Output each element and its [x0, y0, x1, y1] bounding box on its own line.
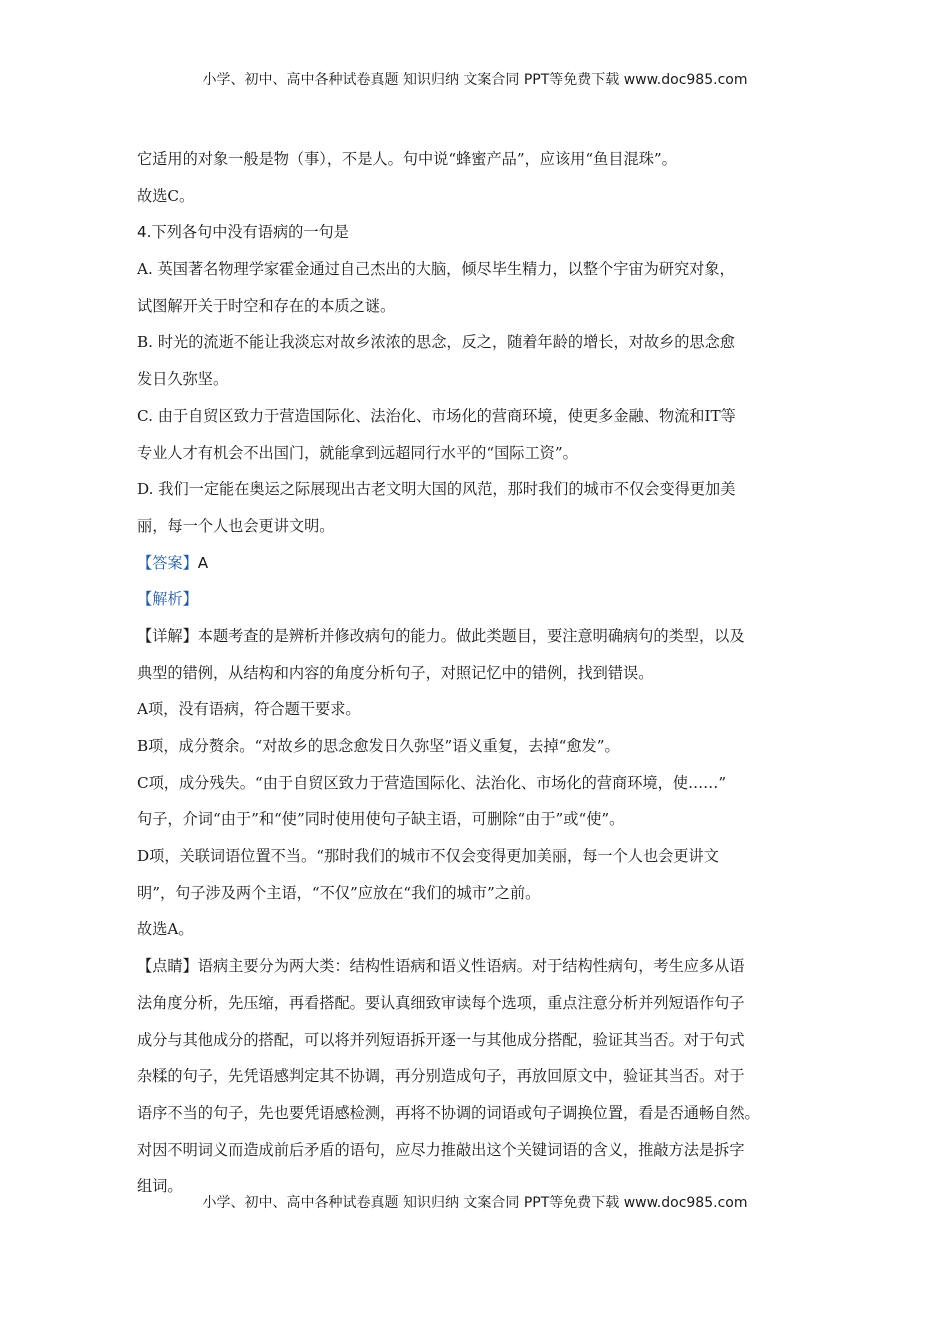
option-b-line-2: 发日久弥坚。 [137, 370, 229, 389]
detail-item-d-line-1: D项，关联词语位置不当。“那时我们的城市不仅会变得更加美丽，每一个人也会更讲文 [137, 847, 719, 866]
page-footer: 小学、初中、高中各种试卷真题 知识归纳 文案合同 PPT等免费下载 www.doc985.com [202, 1195, 748, 1211]
tip-line-6: 对因不明词义而造成前后矛盾的语句，应尽力推敲出这个关键词语的含义，推敲方法是拆字 [137, 1140, 745, 1159]
option-d-line-2: 丽，每一个人也会更讲文明。 [137, 516, 335, 535]
tip-line-1 [137, 948, 827, 985]
tip-line-4: 杂糅的句子，先凭语感判定其不协调，再分别造成句子，再放回原文中，验证其当否。对于 [137, 1067, 745, 1086]
tip-line-2: 法角度分析，先压缩，再看搭配。要认真细致审读每个选项，重点注意分析并列短语作句子 [137, 993, 745, 1012]
detail-line-1 [137, 618, 827, 655]
detail-text-1: 本题考查的是辨析并修改病句的能力。做此类题目，要注意明确病句的类型，以及 [197, 626, 745, 645]
option-a-line-1: A. 英国著名物理学家霍金通过自己杰出的大脑，倾尽毕生精力，以整个宇宙为研究对象， [137, 260, 735, 279]
option-b-line-1: B. 时光的流逝不能让我淡忘对故乡浓浓的思念，反之，随着年龄的增长，对故乡的思念愈 [137, 333, 735, 352]
detail-item-b: B项，成分赘余。“对故乡的思念愈发日久弥坚”语义重复，去掉“愈发”。 [137, 737, 620, 755]
detail-conclusion: 故选A。 [137, 920, 194, 939]
tip-label: 【点睛】 [137, 957, 198, 976]
tip-text-1: 语病主要分为两大类：结构性语病和语义性语病。对于结构性病句，考生应多从语 [197, 957, 745, 976]
tip-line-5: 语序不当的句子，先也要凭语感检测，再将不协调的词语或句子调换位置，看是否通畅自然。 [137, 1103, 760, 1122]
option-a-line-2: 试图解开关于时空和存在的本质之谜。 [137, 296, 396, 315]
option-d-line-1: D. 我们一定能在奥运之际展现出古老文明大国的风范，那时我们的城市不仅会变得更加美 [137, 480, 736, 499]
question-title: 4.下列各句中没有语病的一句是 [137, 223, 349, 242]
analysis-label: 【解析】 [137, 590, 198, 609]
prev-conclusion: 故选C。 [137, 186, 195, 205]
detail-item-a: A项，没有语病，符合题干要求。 [137, 700, 361, 719]
prev-explanation-line: 它适用的对象一般是物（事），不是人。句中说“蜂蜜产品”，应该用“鱼目混珠”。 [137, 150, 677, 168]
analysis-line [137, 581, 827, 618]
detail-line-2: 典型的错例，从结构和内容的角度分析句子，对照记忆中的错例，找到错误。 [137, 663, 654, 682]
detail-item-d-line-2: 明”，句子涉及两个主语，“不仅”应放在“我们的城市”之前。 [137, 883, 541, 902]
option-c-line-2: 专业人才有机会不出国门，就能拿到远超同行水平的“国际工资”。 [137, 443, 578, 462]
answer-value: A [197, 553, 209, 572]
detail-label: 【详解】 [137, 626, 198, 645]
detail-item-c-line-2: 句子，介词“由于”和“使”同时使用使句子缺主语，可删除“由于”或“使”。 [137, 810, 625, 829]
option-c-line-1: C. 由于自贸区致力于营造国际化、法治化、市场化的营商环境，使更多金融、物流和IT等 [137, 406, 736, 425]
page-header: 小学、初中、高中各种试卷真题 知识归纳 文案合同 PPT等免费下载 www.doc985.com [202, 72, 748, 88]
tip-line-7: 组词。 [137, 1177, 183, 1196]
answer-line [137, 545, 827, 582]
detail-item-c-line-1: C项，成分残失。“由于自贸区致力于营造国际化、法治化、市场化的营商环境，使……” [137, 773, 727, 792]
answer-label: 【答案】 [137, 553, 198, 572]
tip-line-3: 成分与其他成分的搭配，可以将并列短语拆开逐一与其他成分搭配，验证其当否。对于句式 [137, 1030, 745, 1049]
document-body [137, 141, 827, 1205]
